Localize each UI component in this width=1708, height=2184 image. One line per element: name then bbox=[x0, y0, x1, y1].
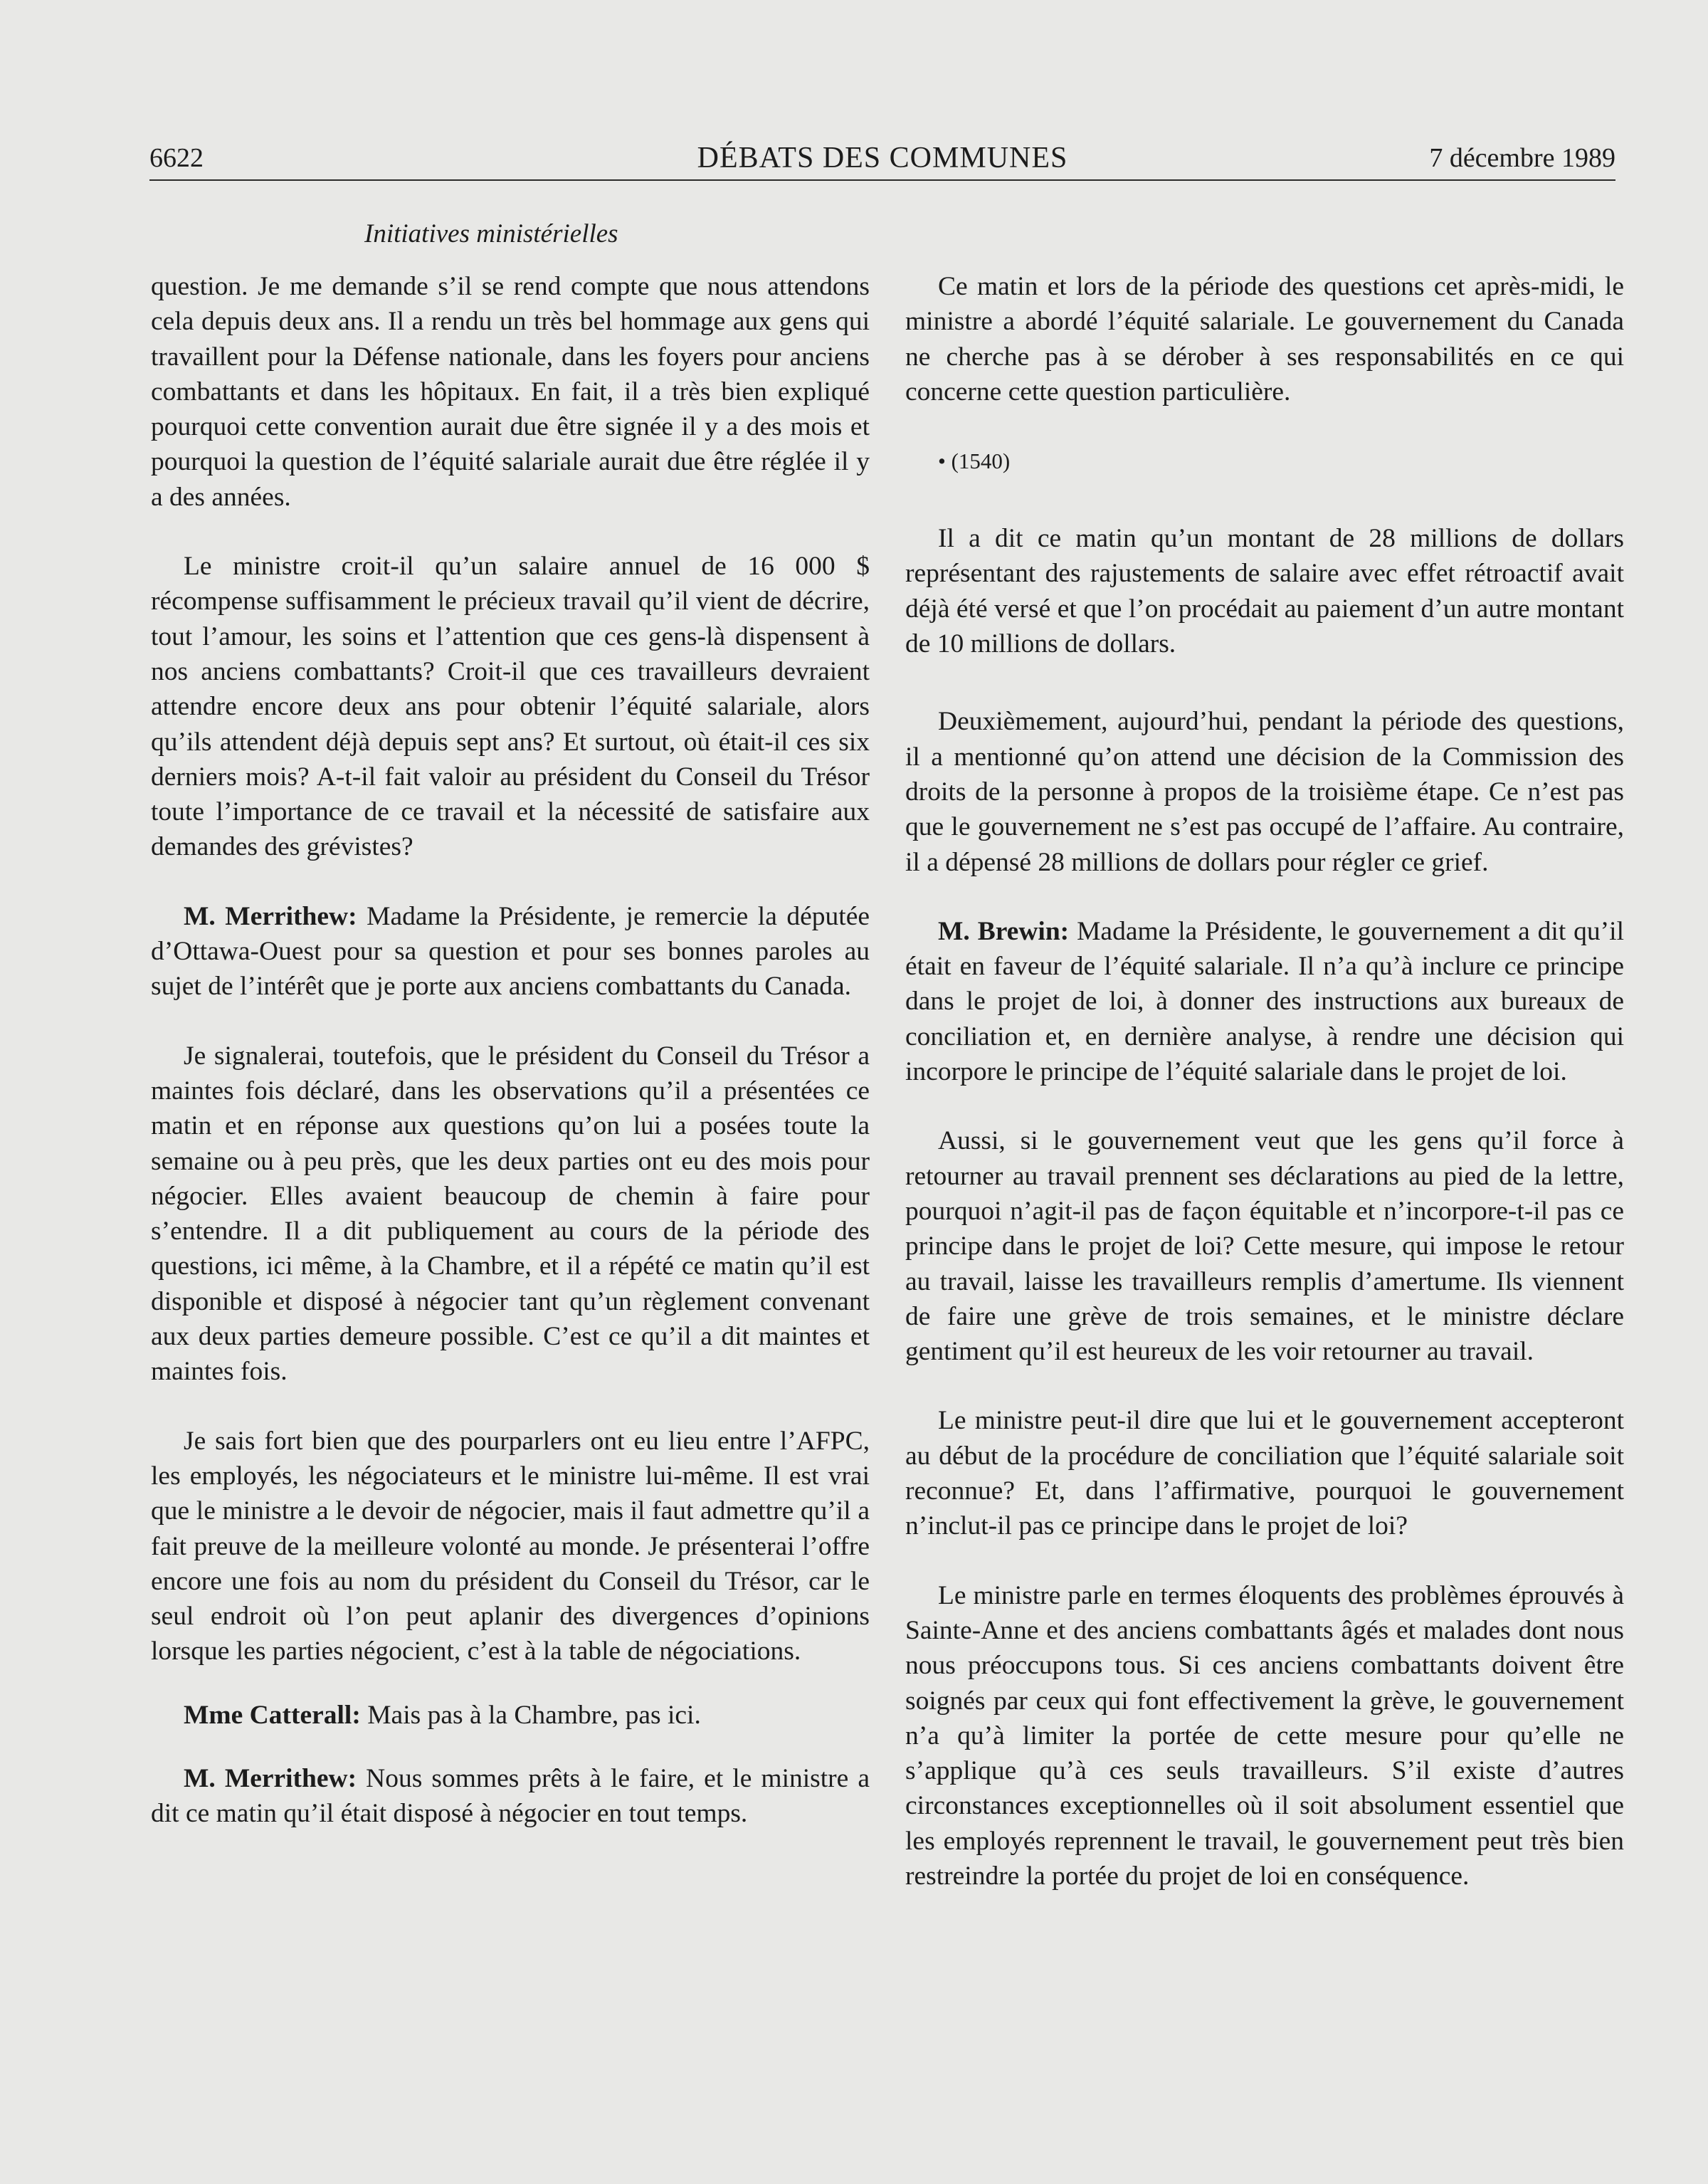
paragraph: Je signalerai, toutefois, que le président du Conseil du Trésor a maintes fois déclaré, dans les observations qu’il a présentées ce matin et en réponse aux questions qu’on lui a posées toute la semaine ou à peu près, que les deux parties ont eu des mois pour négocier. Elles avaient beaucoup de chemin à faire pour s’entendre. Il a dit publiquement au cours de la période des questions, ici même, à la Chambre, et il a répété ce matin qu’il est disponible et disposé à négocier tant qu’un règlement convenant aux deux parties demeure possible. C’est ce qu’il a dit maintes et maintes fois. bbox=[151, 1041, 870, 1387]
speech-paragraph bbox=[151, 1698, 870, 1733]
speech-paragraph bbox=[905, 914, 1624, 1089]
right-column bbox=[905, 269, 1624, 1894]
paragraph: Deuxièmement, aujourd’hui, pendant la période des questions, il a mentionné qu’on attend une décision de la Commission des droits de la personne à propos de la troisième étape. Ce n’est pas que le gouvernement ne s’est pas occupé de l’affaire. Au contraire, il a dépensé 28 millions de dollars pour régler ce grief. bbox=[905, 707, 1624, 877]
paragraph: Ce matin et lors de la période des questions cet après-midi, le ministre a abordé l’équité salariale. Le gouvernement du Canada ne cherche pas à se dérober à ses responsabilités en ce qui concerne cette question particulière. bbox=[905, 272, 1624, 406]
running-header bbox=[149, 140, 1615, 181]
speaker-name: M. Brewin: bbox=[938, 916, 1070, 946]
page-number: 6622 bbox=[149, 143, 204, 173]
speaker-name: M. Merrithew: bbox=[184, 901, 357, 931]
speech-text: Mais pas à la Chambre, pas ici. bbox=[360, 1700, 701, 1730]
speech-paragraph bbox=[151, 1761, 870, 1832]
paragraph: Le ministre parle en termes éloquents des problèmes éprouvés à Sainte-Anne et des anciens combattants âgés et malades dont nous nous préoccupons tous. Si ces anciens combattants doivent être soignés par ceux qui font effectivement la grève, le gouvernement n’a qu’à limiter la portée de cette mesure pour qu’elle ne s’applique qu’à ces seuls travailleurs. S’il existe d’autres circonstances exceptionnelles où il soit absolument essentiel que les employés reprennent le travail, le gouvernement peut très bien restreindre la portée du projet de loi en conséquence. bbox=[905, 1580, 1624, 1891]
speaker-name: M. Merrithew: bbox=[184, 1763, 357, 1793]
section-label: Initiatives ministérielles bbox=[364, 219, 618, 248]
paragraph: Je sais fort bien que des pourparlers ont eu lieu entre l’AFPC, les employés, les négociateurs et le ministre lui-même. Il est vrai que le ministre a le devoir de négocier, mais il faut admettre qu’il a fait preuve de la meilleure volonté au monde. Je présenterai l’offre encore une fois au nom du président du Conseil du Trésor, car le seul endroit où l’on peut aplanir des divergences d’opinions lorsque les parties négocient, c’est à la table de négociations. bbox=[151, 1426, 870, 1666]
paragraph: Le ministre peut-il dire que lui et le gouvernement accepteront au début de la procédure de conciliation que l’équité salariale soit reconnue? Et, dans l’affirmative, pourquoi le gouvernement n’inclut-il pas ce principe dans le projet de loi? bbox=[905, 1406, 1624, 1541]
paragraph: Le ministre croit-il qu’un salaire annuel de 16 000 $ récompense suffisamment le précieux travail qu’il vient de décrire, tout l’amour, les soins et l’attention que ces gens-là dispensent à nos anciens combattants? Croit-il que ces travailleurs devraient attendre encore deux ans pour obtenir l’équité salariale, alors qu’ils attendent déjà depuis sept ans? Et surtout, où était-il ces six derniers mois? A-t-il fait valoir au président du Conseil du Trésor toute l’importance de ce travail et la nécessité de satisfaire aux demandes des grévistes? bbox=[151, 552, 870, 862]
speech-text: Nous sommes prêts à le faire, et le ministre a dit ce matin qu’il était disposé à négocier en tout temps. bbox=[151, 1763, 870, 1829]
time-marker: • (1540) bbox=[938, 448, 1011, 474]
publication-date: 7 décembre 1989 bbox=[1429, 143, 1615, 173]
left-column bbox=[151, 269, 870, 1832]
speech-text: Madame la Présidente, je remercie la députée d’Ottawa-Ouest pour sa question et pour ses bonnes paroles au sujet de l’intérêt que je porte aux anciens combattants du Canada. bbox=[151, 901, 870, 1002]
paragraph: question. Je me demande s’il se rend compte que nous attendons cela depuis deux ans. Il a rendu un très bel hommage aux gens qui travaillent pour la Défense nationale, dans les foyers pour anciens combattants et dans les hôpitaux. En fait, il a très bien expliqué pourquoi cette convention aurait due être signée il y a des mois et pourquoi la question de l’équité salariale aurait due être réglée il y a des années. bbox=[151, 272, 870, 512]
speech-text: Madame la Présidente, le gouvernement a dit qu’il était en faveur de l’équité salariale. Il n’a qu’à inclure ce principe dans le projet de loi, à donner des instructions aux bureaux de conciliation et, en dernière analyse, à rendre une décision qui incorpore le principe de l’équité salariale dans le projet de loi. bbox=[905, 916, 1624, 1087]
speech-paragraph bbox=[151, 899, 870, 1004]
speaker-name: Mme Catterall: bbox=[184, 1700, 361, 1730]
journal-title: DÉBATS DES COMMUNES bbox=[697, 142, 1068, 174]
paragraph: Aussi, si le gouvernement veut que les gens qu’il force à retourner au travail prennent ses déclarations au pied de la lettre, pourquoi n’agit-il pas de façon équitable et n’incorpore-t-il pas ce principe dans le projet de loi? Cette mesure, qui impose le retour au travail, laisse les travailleurs remplis d’amertume. Ils viennent de faire une grève de trois semaines, et le ministre déclare gentiment qu’il est heureux de les voir retourner au travail. bbox=[905, 1126, 1624, 1367]
paragraph: Il a dit ce matin qu’un montant de 28 millions de dollars représentant des rajustements de salaire avec effet rétroactif avait déjà été versé et que l’on procédait au paiement d’un autre montant de 10 millions de dollars. bbox=[905, 524, 1624, 659]
